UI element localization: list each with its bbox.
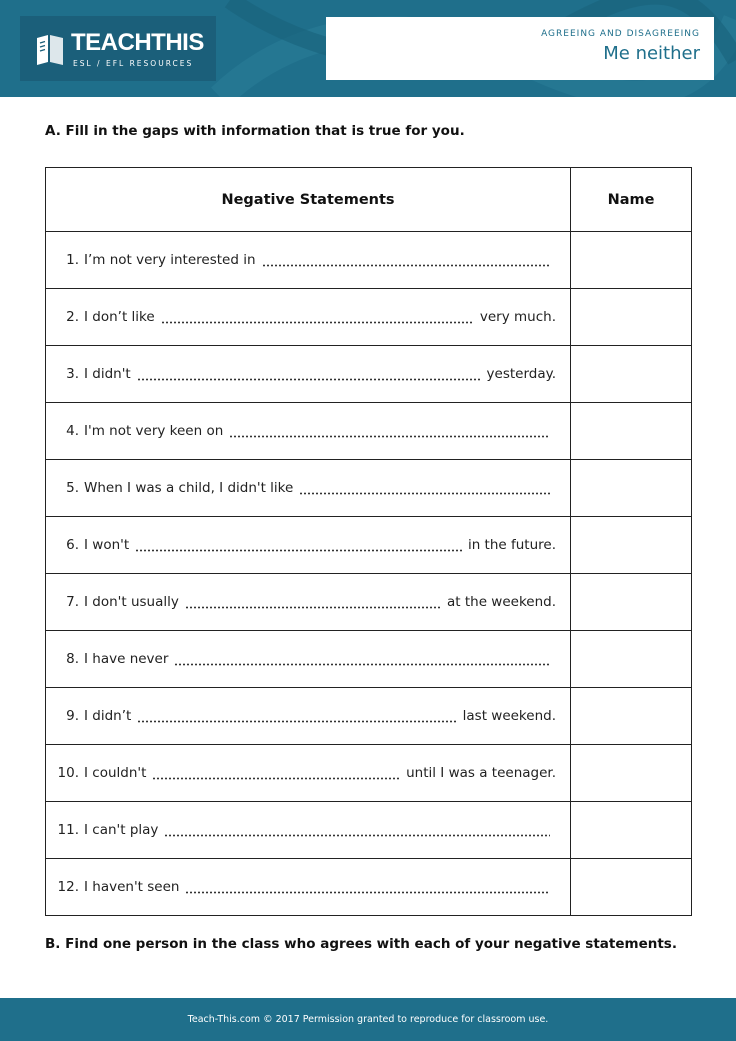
table-row: [46, 403, 692, 460]
page-header: [0, 0, 736, 97]
fill-in-blank[interactable]: [152, 766, 400, 780]
brand-name: TEACHTHIS: [71, 28, 204, 56]
statement-cell: [46, 232, 571, 289]
statement-number: 1.: [66, 252, 79, 268]
statement-suffix: yesterday.: [486, 366, 556, 382]
name-cell[interactable]: [571, 859, 692, 916]
fill-in-blank[interactable]: [137, 709, 456, 723]
table-row: [46, 346, 692, 403]
table-row: [46, 289, 692, 346]
table-row: [46, 460, 692, 517]
page-footer: [0, 998, 736, 1041]
statement-prefix: I didn’t: [84, 708, 132, 724]
instruction-b: B. Find one person in the class who agrees with each of your negative statements.: [45, 936, 677, 952]
name-cell[interactable]: [571, 403, 692, 460]
book-icon: [34, 32, 66, 66]
statement-cell: [46, 460, 571, 517]
statement-prefix: I don't usually: [84, 594, 179, 610]
worksheet-title-box: [326, 17, 714, 80]
table-row: [46, 574, 692, 631]
fill-in-blank[interactable]: [174, 652, 550, 666]
name-cell[interactable]: [571, 517, 692, 574]
statement-suffix: until I was a teenager.: [406, 765, 556, 781]
statement-cell: [46, 631, 571, 688]
statement-suffix: in the future.: [467, 537, 556, 553]
brand-tagline: ESL / EFL RESOURCES: [73, 58, 194, 68]
fill-in-blank[interactable]: [135, 538, 462, 552]
fill-in-blank[interactable]: [262, 253, 550, 267]
table-row: [46, 859, 692, 916]
brand-logo: [20, 16, 216, 81]
name-cell[interactable]: [571, 688, 692, 745]
fill-in-blank[interactable]: [299, 481, 550, 495]
statement-prefix: I'm not very keen on: [84, 423, 224, 439]
statement-number: 11.: [57, 822, 79, 838]
fill-in-blank[interactable]: [229, 424, 550, 438]
table-row: [46, 517, 692, 574]
statement-cell: [46, 517, 571, 574]
table-row: [46, 631, 692, 688]
statement-prefix: I have never: [84, 651, 169, 667]
fill-in-blank[interactable]: [185, 880, 550, 894]
statement-number: 10.: [57, 765, 79, 781]
table-header-row: [46, 168, 692, 232]
statement-cell: [46, 346, 571, 403]
table-row: [46, 688, 692, 745]
worksheet-topic: AGREEING AND DISAGREEING: [541, 29, 700, 39]
statements-table: [45, 167, 692, 916]
worksheet-title: Me neither: [603, 43, 700, 64]
header-name: Name: [571, 168, 692, 232]
name-cell[interactable]: [571, 574, 692, 631]
statement-cell: [46, 574, 571, 631]
fill-in-blank[interactable]: [185, 595, 441, 609]
statement-number: 6.: [66, 537, 79, 553]
statement-cell: [46, 403, 571, 460]
table-row: [46, 802, 692, 859]
table-row: [46, 232, 692, 289]
fill-in-blank[interactable]: [164, 823, 550, 837]
statement-number: 9.: [66, 708, 79, 724]
table-row: [46, 745, 692, 802]
statement-number: 8.: [66, 651, 79, 667]
statement-prefix: I can't play: [84, 822, 159, 838]
name-cell[interactable]: [571, 346, 692, 403]
fill-in-blank[interactable]: [137, 367, 481, 381]
statement-cell: [46, 289, 571, 346]
name-cell[interactable]: [571, 631, 692, 688]
name-cell[interactable]: [571, 232, 692, 289]
statement-number: 12.: [57, 879, 79, 895]
statement-cell: [46, 802, 571, 859]
statement-number: 3.: [66, 366, 79, 382]
statement-cell: [46, 859, 571, 916]
statement-number: 7.: [66, 594, 79, 610]
statement-suffix: very much.: [479, 309, 556, 325]
statement-suffix: last weekend.: [462, 708, 556, 724]
name-cell[interactable]: [571, 289, 692, 346]
fill-in-blank[interactable]: [161, 310, 474, 324]
footer-copyright: Teach-This.com © 2017 Permission granted to reproduce for classroom use.: [187, 1014, 549, 1025]
statement-number: 4.: [66, 423, 79, 439]
statement-cell: [46, 688, 571, 745]
statement-prefix: I’m not very interested in: [84, 252, 256, 268]
name-cell[interactable]: [571, 745, 692, 802]
statement-prefix: I couldn't: [84, 765, 147, 781]
statement-prefix: When I was a child, I didn't like: [84, 480, 294, 496]
statement-prefix: I won't: [84, 537, 130, 553]
name-cell[interactable]: [571, 802, 692, 859]
header-negative-statements: Negative Statements: [46, 168, 571, 232]
name-cell[interactable]: [571, 460, 692, 517]
statement-prefix: I didn't: [84, 366, 131, 382]
statement-number: 2.: [66, 309, 79, 325]
statement-cell: [46, 745, 571, 802]
statement-prefix: I don’t like: [84, 309, 155, 325]
statement-prefix: I haven't seen: [84, 879, 180, 895]
statement-suffix: at the weekend.: [446, 594, 556, 610]
instruction-a: A. Fill in the gaps with information that is true for you.: [45, 123, 465, 139]
statement-number: 5.: [66, 480, 79, 496]
